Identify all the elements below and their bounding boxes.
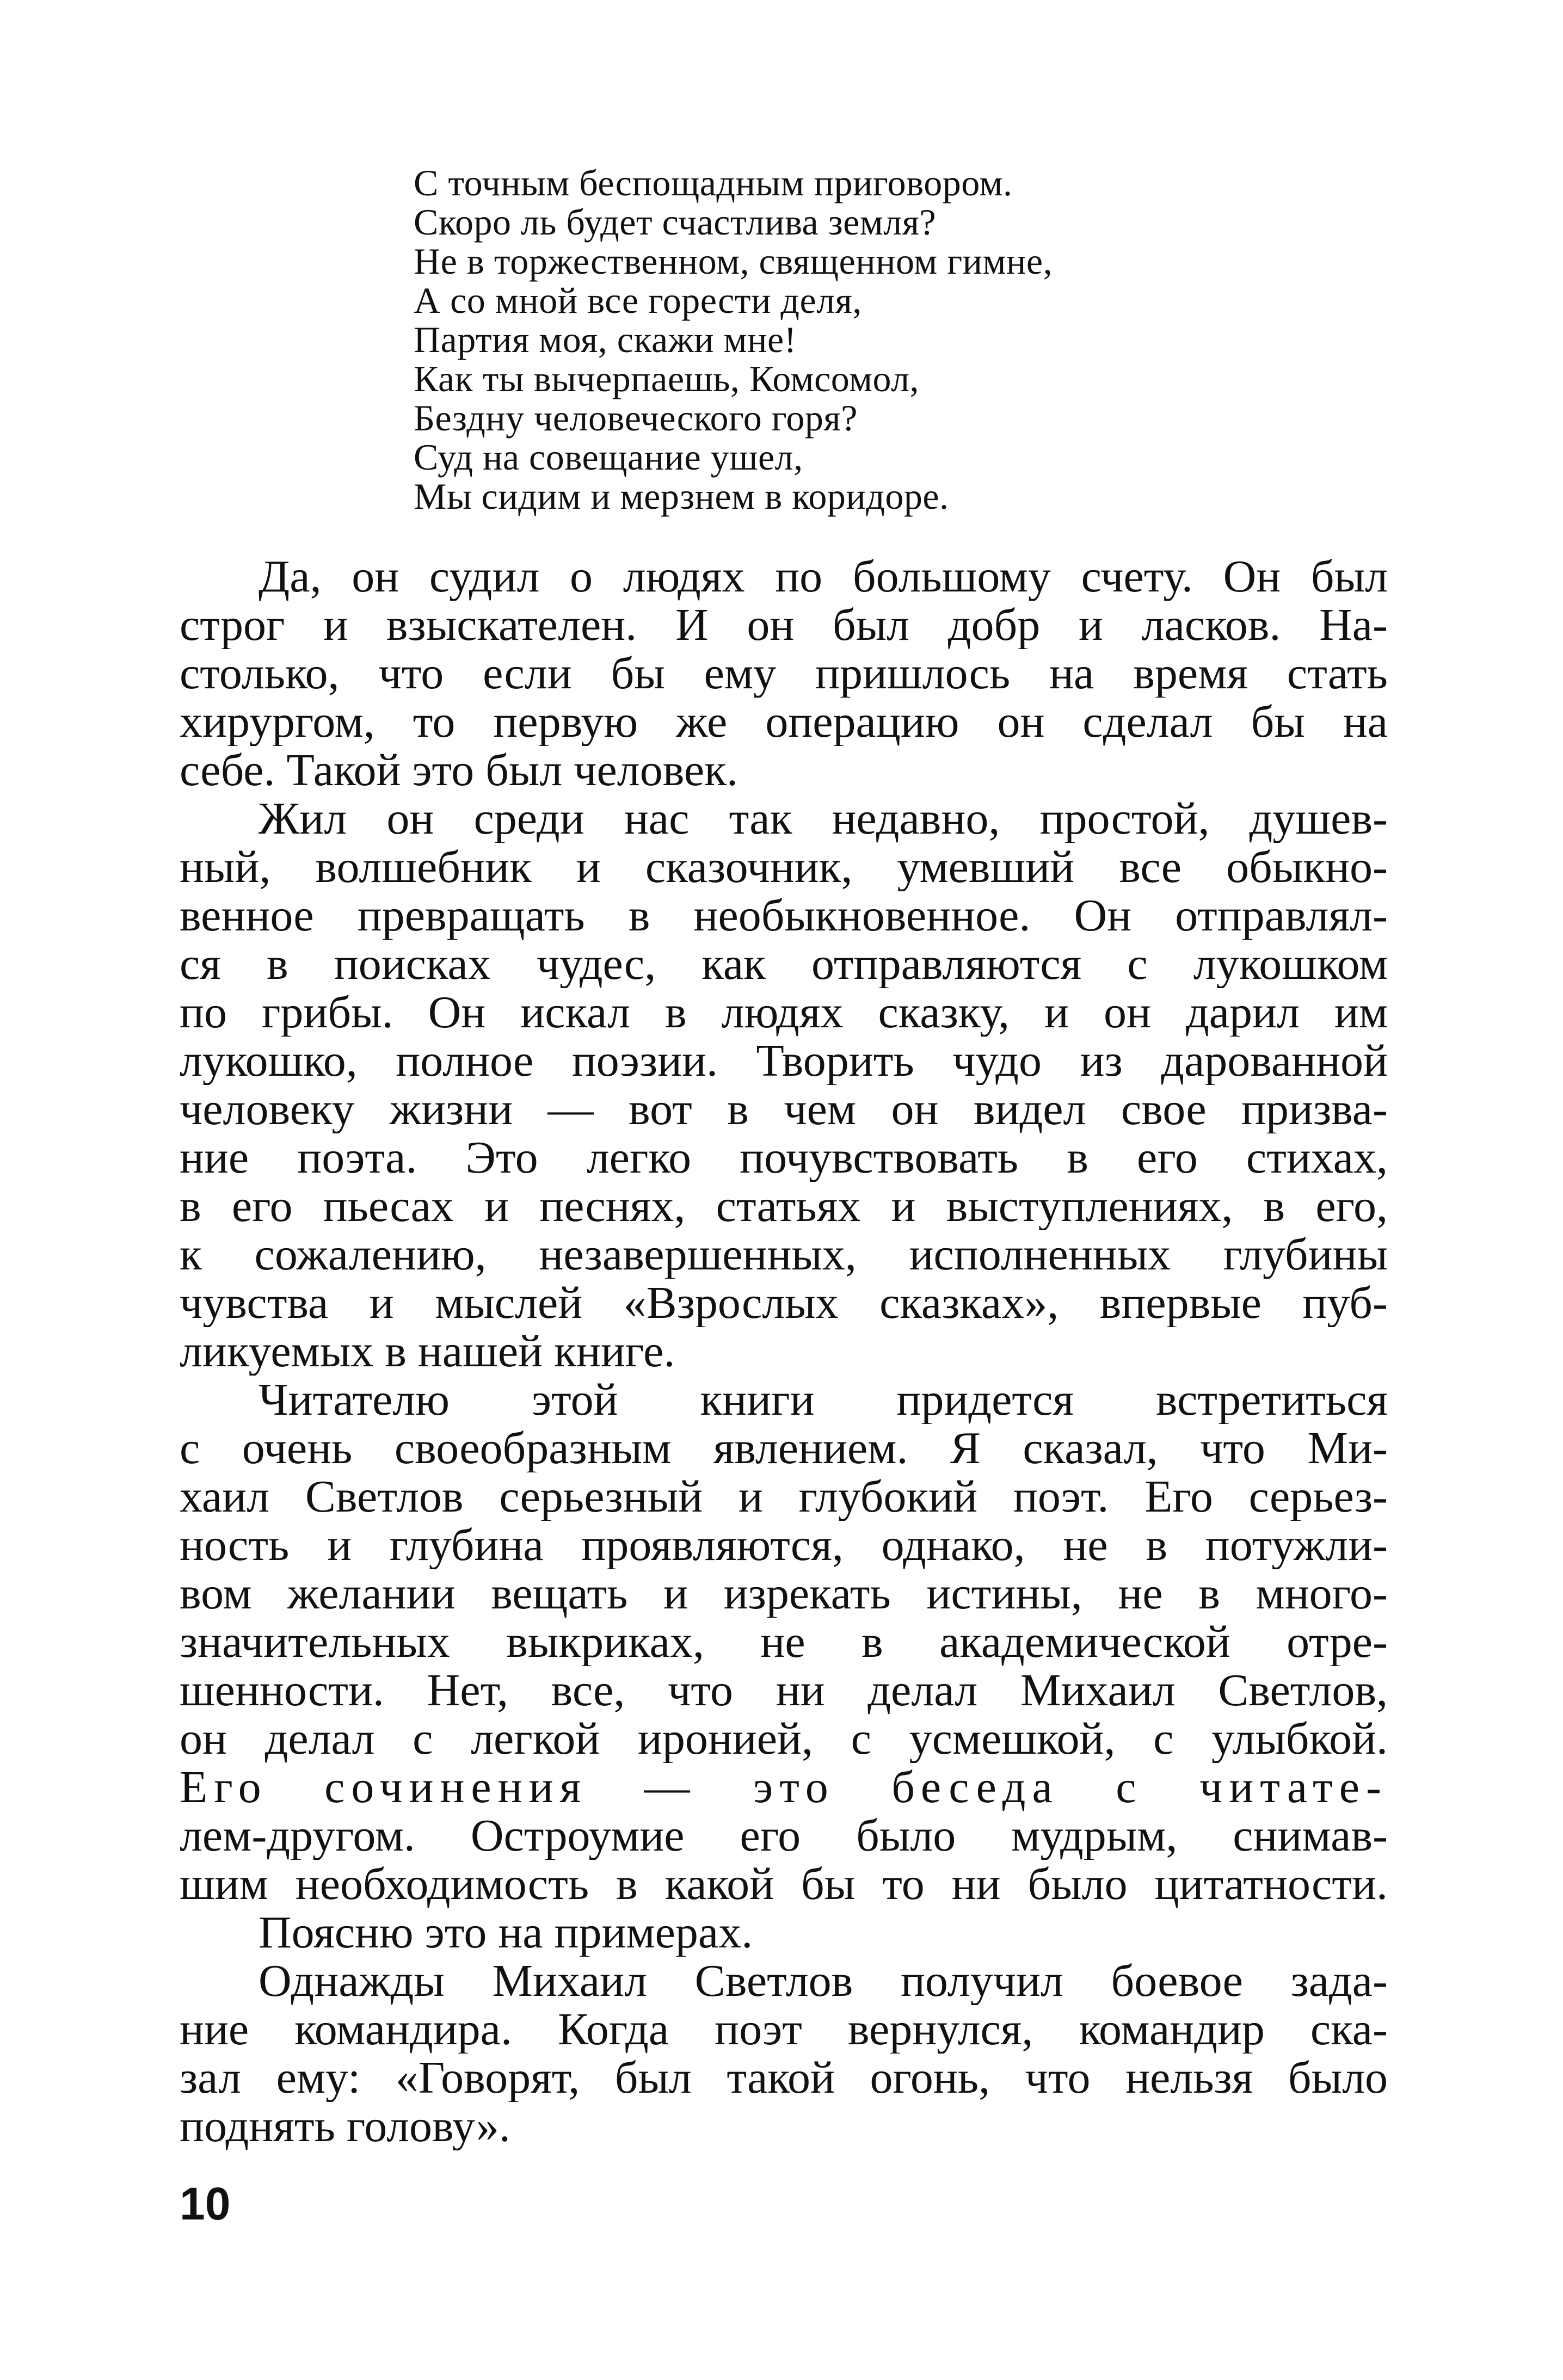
poem-line: Партия моя, скажи мне! <box>414 319 797 360</box>
paragraph <box>180 794 1388 1376</box>
text-line: он делал с легкой иронией, с усмешкой, с улыбкой. <box>180 1715 1388 1763</box>
text-line: шенности. Нет, все, что ни делал Михаил Светлов, <box>180 1666 1388 1715</box>
text-line: хаил Светлов серьезный и глубокий поэт. Его серьез- <box>180 1472 1388 1521</box>
poem-line: Мы сидим и мерзнем в коридоре. <box>414 476 949 517</box>
text-line: ный, волшебник и сказочник, умевший все обыкно- <box>180 843 1388 891</box>
text-line: значительных выкриках, не в академической отре- <box>180 1618 1388 1666</box>
text-line: вом желании вещать и изрекать истины, не в много- <box>180 1569 1388 1618</box>
poem-line: Как ты вычерпаешь, Комсомол, <box>414 358 920 399</box>
poem-line: Бездну человеческого горя? <box>414 397 858 439</box>
text-line: ликуемых в нашей книге. <box>180 1327 675 1376</box>
text-line: хирургом, то первую же операцию он сделал бы на <box>180 698 1388 746</box>
text-line: к сожалению, незавершенных, исполненных глубины <box>180 1230 1388 1279</box>
poem-line: А со мной все горести деля, <box>414 280 862 321</box>
paragraph <box>180 1957 1388 2150</box>
paragraph <box>180 552 1388 794</box>
text-line-spaced: Его сочинения — это беседа с читате- <box>180 1763 1388 1811</box>
text-line: в его пьесах и песнях, статьях и выступлениях, в его, <box>180 1182 1388 1230</box>
text-line: строг и взыскателен. И он был добр и ласков. На- <box>180 601 1388 649</box>
prose-body <box>180 552 1388 2150</box>
text-line: Поясню это на примерах. <box>259 1908 753 1957</box>
text-line: себе. Такой это был человек. <box>180 746 738 794</box>
text-line: с очень своеобразным явлением. Я сказал, что Ми- <box>180 1424 1388 1472</box>
text-line: столько, что если бы ему пришлось на время стать <box>180 649 1388 698</box>
text-line: Жил он среди нас так недавно, простой, душев- <box>259 794 1388 843</box>
text-line: чувства и мыслей «Взрослых сказках», впервые пуб- <box>180 1279 1388 1327</box>
text-line: Да, он судил о людях по большому счету. Он был <box>259 552 1388 601</box>
text-line: Читателю этой книги придется встретиться <box>259 1376 1388 1424</box>
poem-line: Суд на совещание ушел, <box>414 436 803 478</box>
poem-line: Не в торжественном, священном гимне, <box>414 241 1053 282</box>
text-line: ся в поисках чудес, как отправляются с лукошком <box>180 940 1388 988</box>
page-number: 10 <box>180 2178 231 2229</box>
text-line: лукошко, полное поэзии. Творить чудо из дарованной <box>180 1037 1388 1085</box>
paragraph <box>180 1376 1388 1908</box>
text-line: шим необходимость в какой бы то ни было цитатности. <box>180 1860 1388 1908</box>
text-line: ние командира. Когда поэт вернулся, командир ска- <box>180 2005 1388 2054</box>
text-line: ние поэта. Это легко почувствовать в его стихах, <box>180 1133 1388 1182</box>
text-line: Однажды Михаил Светлов получил боевое зада- <box>259 1957 1388 2005</box>
text-line: венное превращать в необыкновенное. Он отправлял- <box>180 891 1388 940</box>
text-line: поднять голову». <box>180 2102 510 2150</box>
text-line: человеку жизни — вот в чем он видел свое призва- <box>180 1085 1388 1133</box>
poem-stanza <box>414 163 1448 516</box>
poem-line: С точным беспощадным приговором. <box>414 162 1013 204</box>
text-line: зал ему: «Говорят, был такой огонь, что нельзя было <box>180 2054 1388 2102</box>
text-line: ность и глубина проявляются, однако, не в потужли- <box>180 1521 1388 1569</box>
text-line: по грибы. Он искал в людях сказку, и он дарил им <box>180 988 1388 1037</box>
paragraph <box>180 1908 1388 1957</box>
poem-line: Скоро ль будет счастлива земля? <box>414 201 937 243</box>
text-line: лем-другом. Остроумие его было мудрым, снимав- <box>180 1811 1388 1860</box>
